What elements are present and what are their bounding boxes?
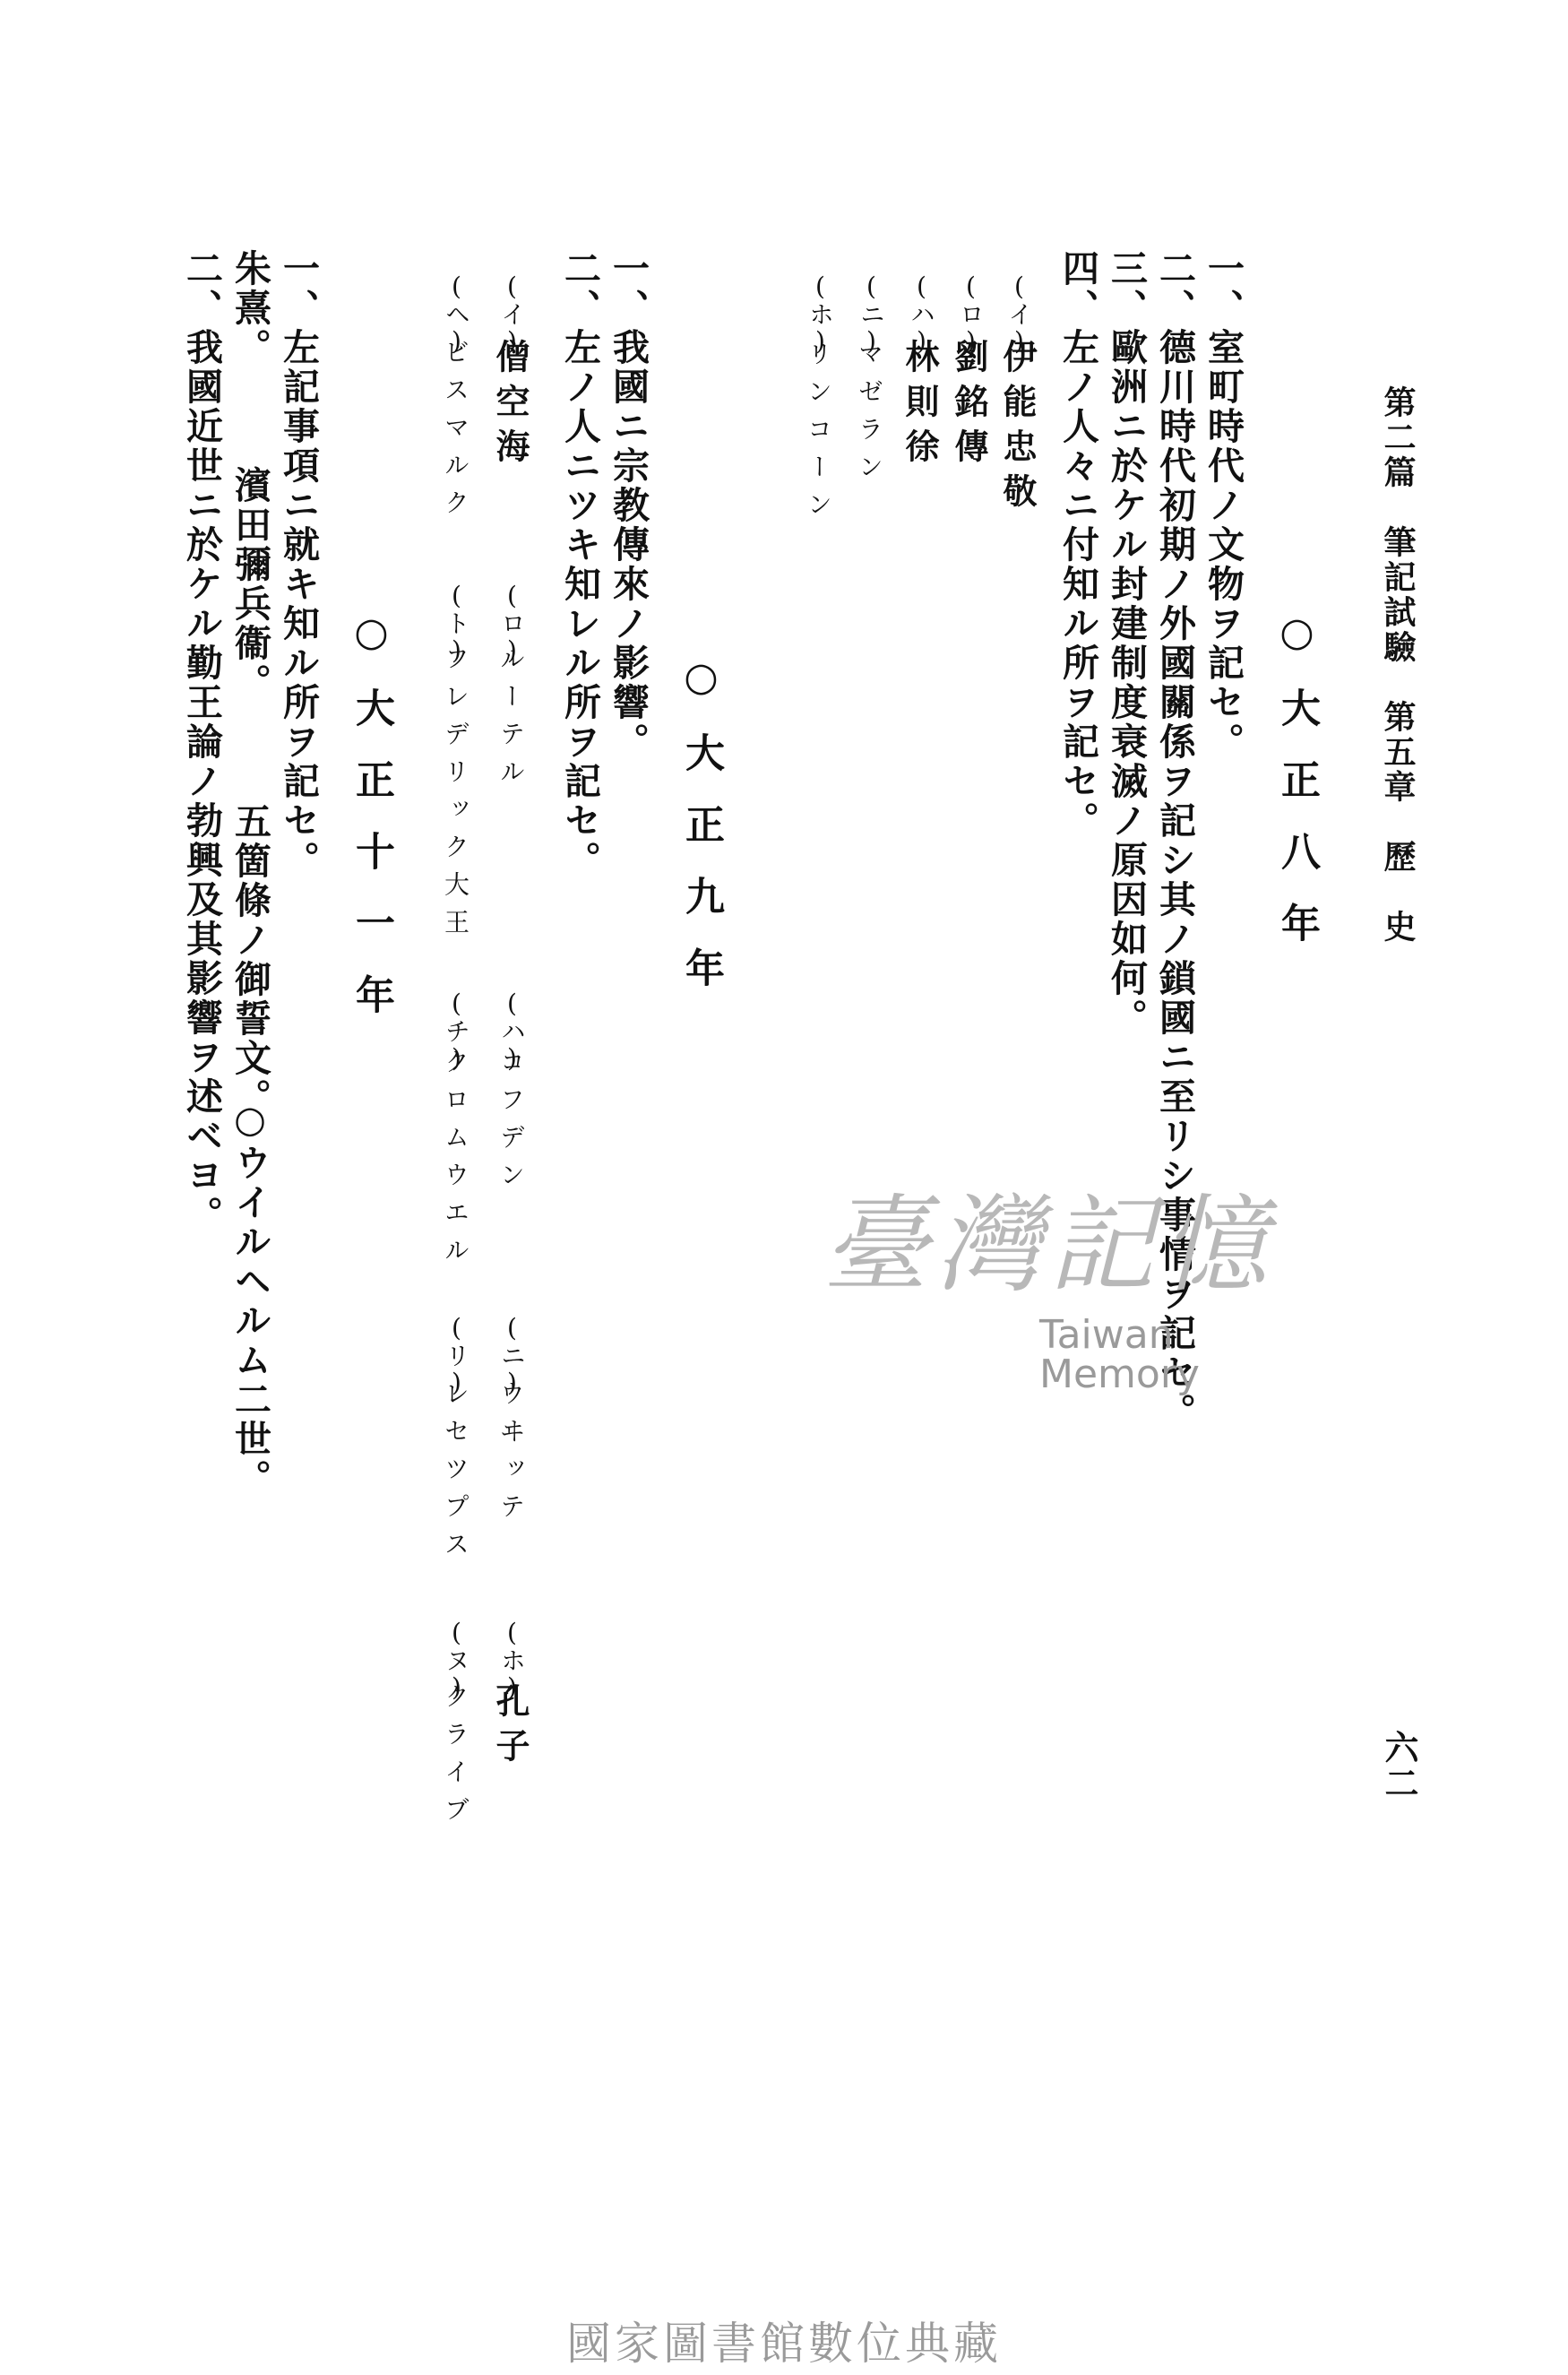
person-name: レセツプス xyxy=(441,1380,470,1568)
person-name: ウヰッテ xyxy=(496,1380,526,1531)
person-name: クロムウエル xyxy=(441,1049,470,1274)
person-name: クライブ xyxy=(441,1683,470,1834)
list-marker: (リ) xyxy=(442,1313,471,1397)
person-name: 僧空海 xyxy=(490,339,530,473)
person-name: ビスマルク xyxy=(441,339,470,527)
list-marker: (ト) xyxy=(442,581,471,665)
answer-item: ○ウイルヘルム二世。 xyxy=(228,1098,271,1498)
list-marker: (ニ) xyxy=(857,272,886,356)
person-name: 伊能忠敬 xyxy=(997,339,1038,518)
list-marker: (ロ) xyxy=(956,272,986,356)
running-header: 第二篇 筆記試驗 第五章 歷 史 xyxy=(1379,385,1417,945)
person-name: リンコーン xyxy=(804,341,833,529)
person-name: 劉銘傳 xyxy=(949,339,989,473)
answer-item: 濱田彌兵衞。 xyxy=(228,466,271,703)
question-taisho8-2: 二、德川時代初期ノ外國關係ヲ記シ其ノ鎖國ニ至リシ事情ヲ記セ。 xyxy=(1153,249,1196,1432)
person-name: ルーテル xyxy=(496,645,526,796)
question-taisho8-3: 三、歐洲ニ於ケル封建制度衰滅ノ原因如何。 xyxy=(1105,249,1148,1038)
watermark-chinese: 臺灣記憶 xyxy=(822,1183,1274,1307)
list-marker: (ハ) xyxy=(497,989,527,1073)
list-marker: (ホ) xyxy=(806,272,835,356)
list-marker: (イ) xyxy=(1004,272,1034,356)
year-heading-taisho8: ○大正八年 xyxy=(1274,609,1320,974)
footer-collection-label: 國家圖書館數位典藏 xyxy=(566,2318,1002,2370)
list-marker: (ヘ) xyxy=(442,272,471,356)
question-taisho9-2: 二、左ノ人ニツキ知レル所ヲ記セ。 xyxy=(558,249,601,880)
list-marker: (ハ) xyxy=(907,272,936,356)
person-name: 孔子 xyxy=(490,1683,530,1773)
list-marker: (ニ) xyxy=(497,1313,527,1397)
list-marker: (ホ) xyxy=(497,1618,527,1702)
watermark xyxy=(788,1183,1308,1397)
question-taisho11-1: 一、左記事項ニ就キ知ル所ヲ記セ。 xyxy=(277,249,320,880)
year-heading-taisho9: ○大正九年 xyxy=(678,654,724,1019)
list-marker: (ロ) xyxy=(497,581,527,665)
person-name: コフデン xyxy=(496,1049,526,1199)
year-heading-taisho11: ○大正十一年 xyxy=(349,609,394,1046)
person-name: マゼラン xyxy=(855,341,884,491)
page-number: 六二 xyxy=(1379,1730,1419,1801)
question-taisho8-4: 四、左ノ人々ニ付知ル所ヲ記セ。 xyxy=(1056,249,1099,841)
list-marker: (イ) xyxy=(497,272,527,356)
person-name: フレデリック大王 xyxy=(441,645,470,946)
answer-item: 朱熹。 xyxy=(228,249,271,367)
watermark-english: Taiwan Memory xyxy=(1039,1312,1200,1397)
question-taisho9-1: 一、我國ニ宗教傳來ノ影響。 xyxy=(607,249,650,762)
question-taisho8-1: 一、室町時代ノ文物ヲ記セ。 xyxy=(1202,249,1245,762)
list-marker: (ヌ) xyxy=(442,1618,471,1702)
person-name: 林則徐 xyxy=(900,339,940,473)
question-taisho11-2: 二、我國近世ニ於ケル勤王論ノ勃興及其影響ヲ述ベヨ。 xyxy=(180,249,223,1235)
list-marker: (チ) xyxy=(442,989,471,1073)
answer-item: 五箇條ノ御誓文。 xyxy=(228,802,271,1118)
